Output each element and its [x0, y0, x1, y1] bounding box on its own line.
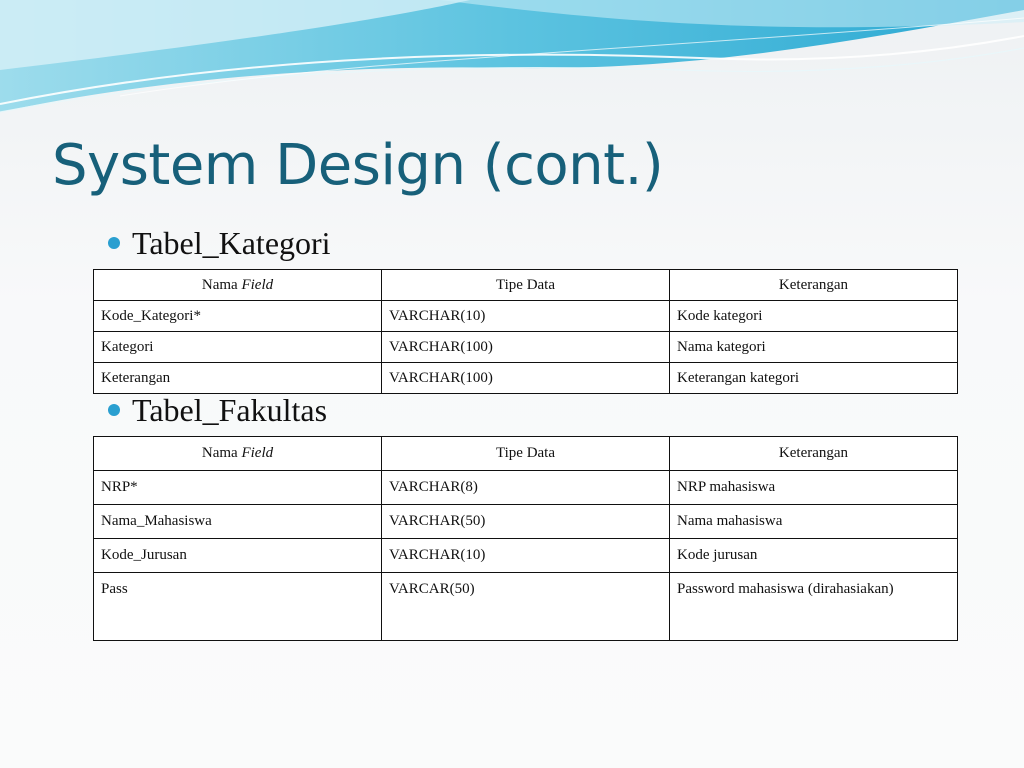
section-heading-kategori: [108, 225, 331, 261]
table-kategori: [93, 269, 958, 394]
table-row: [94, 505, 958, 539]
cell-nama-field: Kategori: [94, 332, 382, 363]
column-header-keterangan: Keterangan: [670, 437, 958, 471]
cell-nama-field: Nama_Mahasiswa: [94, 505, 382, 539]
header-wave-decoration: [0, 0, 1024, 130]
section-heading-label: Tabel_Fakultas: [132, 391, 328, 428]
slide-title: System Design (cont.): [52, 133, 664, 198]
table-row: [94, 301, 958, 332]
cell-nama-field: NRP*: [94, 471, 382, 505]
column-header-keterangan: Keterangan: [670, 270, 958, 301]
section-heading-label: Tabel_Kategori: [132, 224, 331, 261]
cell-tipe-data: VARCHAR(10): [382, 301, 670, 332]
cell-keterangan: NRP mahasiswa: [670, 471, 958, 505]
column-header-tipe-data: Tipe Data: [382, 270, 670, 301]
cell-tipe-data: VARCHAR(8): [382, 471, 670, 505]
cell-keterangan: Nama mahasiswa: [670, 505, 958, 539]
column-header-nama-field: Nama Field: [94, 270, 382, 301]
cell-keterangan: Keterangan kategori: [670, 363, 958, 394]
table-row: [94, 573, 958, 641]
cell-keterangan: Kode jurusan: [670, 539, 958, 573]
cell-keterangan: Nama kategori: [670, 332, 958, 363]
cell-nama-field: Kode_Jurusan: [94, 539, 382, 573]
column-header-nama-field: Nama Field: [94, 437, 382, 471]
table-header-row: [94, 270, 958, 301]
cell-tipe-data: VARCHAR(100): [382, 363, 670, 394]
table-row: [94, 539, 958, 573]
table-header-row: [94, 437, 958, 471]
cell-nama-field: Pass: [94, 573, 382, 641]
cell-nama-field: Keterangan: [94, 363, 382, 394]
column-header-tipe-data: Tipe Data: [382, 437, 670, 471]
table-fakultas: [93, 436, 958, 641]
section-heading-fakultas: [108, 392, 327, 428]
cell-tipe-data: VARCAR(50): [382, 573, 670, 641]
bullet-dot-icon: [108, 404, 120, 416]
table-row: [94, 363, 958, 394]
cell-keterangan: Kode kategori: [670, 301, 958, 332]
table-row: [94, 332, 958, 363]
table-row: [94, 471, 958, 505]
cell-keterangan: Password mahasiswa (dirahasiakan): [670, 573, 958, 641]
cell-nama-field: Kode_Kategori*: [94, 301, 382, 332]
bullet-dot-icon: [108, 237, 120, 249]
cell-tipe-data: VARCHAR(10): [382, 539, 670, 573]
cell-tipe-data: VARCHAR(50): [382, 505, 670, 539]
cell-tipe-data: VARCHAR(100): [382, 332, 670, 363]
